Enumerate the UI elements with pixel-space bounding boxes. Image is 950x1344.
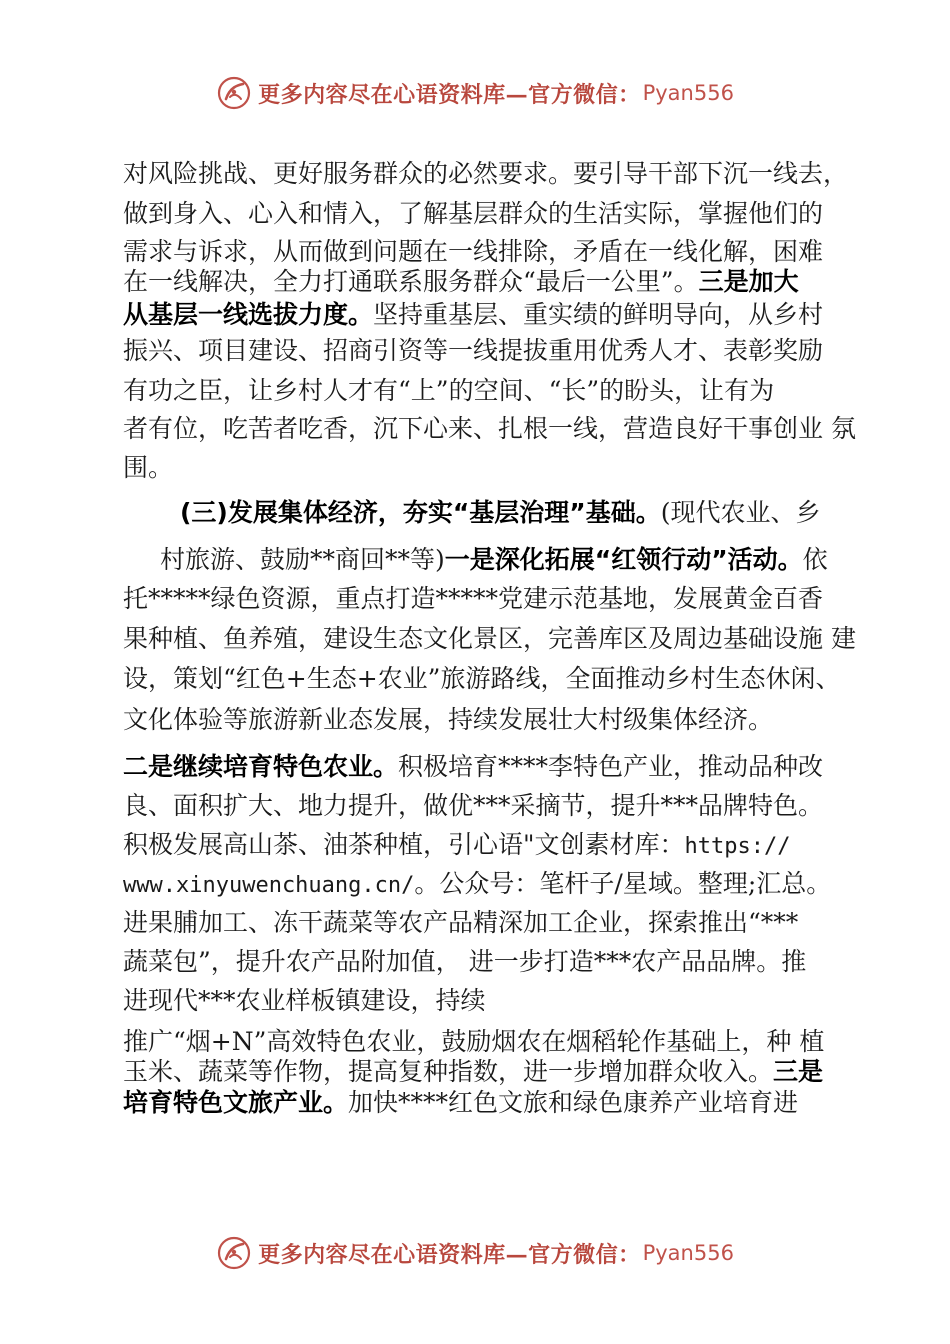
text-run: 文化体验等旅游新业态发展，持续发展壮大村级集体经济。 xyxy=(123,705,774,734)
header-watermark xyxy=(0,68,950,118)
text-run: 依 xyxy=(802,545,828,574)
text-line xyxy=(123,1026,824,1058)
url-text: www.xinyuwenchuang.cn/ xyxy=(123,873,415,898)
text-run: 加快****红色文旅和绿色康养产业培育进 xyxy=(348,1088,799,1117)
bold-run: 培育特色文旅产业。 xyxy=(123,1088,349,1117)
section-heading xyxy=(180,497,820,529)
text-line xyxy=(123,158,848,190)
text-run: 积极培育****李特色产业，推动品种改 xyxy=(398,752,824,781)
text-run: 者有位，吃苦者吃香，沉下心来、扎根一线，营造良好干事创业 氛 xyxy=(123,414,856,443)
text-run: 需求与诉求，从而做到问题在一线排除，矛盾在一线化解，困难 xyxy=(123,237,824,266)
text-line xyxy=(123,623,856,655)
text-run: 有功之臣，让乡村人才有“上”的空间、“长”的盼头，让有为 xyxy=(123,376,775,405)
text-line xyxy=(160,544,828,576)
bold-run: 三是 xyxy=(773,1057,824,1086)
text-run: 坚持重基层、重实绩的鲜明导向，从乡村 xyxy=(373,300,824,329)
footer-wechat-id: Pyan556 xyxy=(642,1241,734,1265)
bold-run: 从基层一线选拔力度。 xyxy=(123,300,374,329)
text-run: 果种植、鱼养殖，建设生态文化景区，完善库区及周边基础设施 建 xyxy=(123,624,856,653)
xinyu-logo-icon xyxy=(216,1235,252,1271)
footer-watermark-text: 更多内容尽在心语资料库—官方微信： xyxy=(258,1241,641,1268)
text-run: (现代农业、乡 xyxy=(660,498,821,527)
text-run: 围。 xyxy=(123,453,174,482)
text-line xyxy=(123,236,823,268)
text-line xyxy=(123,198,823,230)
header-watermark-text: 更多内容尽在心语资料库—官方微信： xyxy=(258,81,641,108)
text-run: 村旅游、鼓励**商回**等) xyxy=(160,545,445,574)
text-run: 进果脯加工、冻干蔬菜等农产品精深加工企业，探索推出“*** xyxy=(123,908,799,937)
text-run: 积极发展高山茶、油茶种植，引心语"文创素材库： xyxy=(123,830,685,859)
text-run: 进现代***农业样板镇建设，持续 xyxy=(123,986,486,1015)
bold-run: 三是加大 xyxy=(698,267,799,296)
text-run: 在一线解决，全力打通联系服务群众“最后一公里”。 xyxy=(123,267,699,296)
text-line xyxy=(123,985,486,1017)
text-line xyxy=(123,1056,823,1088)
xinyu-logo-icon xyxy=(216,75,252,111)
text-line xyxy=(123,907,798,939)
header-wechat-id: Pyan556 xyxy=(642,81,734,105)
text-line xyxy=(123,266,799,298)
text-run: 对风险挑战、更好服务群众的必然要求。要引导干部下沉一线去， xyxy=(123,159,849,188)
text-run: 做到身入、心入和情入，了解基层群众的生活实际，掌握他们的 xyxy=(123,199,824,228)
text-line xyxy=(123,413,856,445)
text-line xyxy=(123,1087,798,1119)
text-line xyxy=(123,751,823,783)
text-run: 良、面积扩大、地力提升，做优***采摘节，提升***品牌特色。 xyxy=(123,791,824,820)
bold-run: (三)发展集体经济，夯实“基层治理”基础。 xyxy=(180,498,661,527)
text-run: 。公众号：笔杆子/星域。整理;汇总。 xyxy=(414,869,832,898)
text-line xyxy=(123,704,773,736)
text-line xyxy=(123,868,831,902)
text-line xyxy=(123,946,806,978)
text-line xyxy=(123,829,790,863)
text-line xyxy=(123,663,840,695)
text-line xyxy=(123,583,823,615)
bold-run: 一是深化拓展“红领行动”活动。 xyxy=(444,545,803,574)
text-line xyxy=(123,299,823,331)
text-line xyxy=(123,790,823,822)
text-run: 振兴、项目建设、招商引资等一线提拔重用优秀人才、表彰奖励 xyxy=(123,336,824,365)
text-line xyxy=(123,452,173,484)
text-run: 推广“烟+N”高效特色农业，鼓励烟农在烟稻轮作基础上，种 植 xyxy=(123,1027,825,1056)
text-line xyxy=(123,335,823,367)
text-run: 蔬菜包”，提升农产品附加值， 进一步打造***农产品品牌。推 xyxy=(123,947,807,976)
url-text: https:// xyxy=(684,834,791,859)
bold-run: 二是继续培育特色农业。 xyxy=(123,752,399,781)
text-run: 玉米、蔬菜等作物，提高复种指数，进一步增加群众收入。 xyxy=(123,1057,774,1086)
text-run: 托*****绿色资源，重点打造*****党建示范基地，发展黄金百香 xyxy=(123,584,824,613)
text-run: 设，策划“红色+生态+农业”旅游路线，全面推动乡村生态休闲、 xyxy=(123,664,841,693)
footer-watermark xyxy=(0,1228,950,1278)
text-line xyxy=(123,375,774,407)
